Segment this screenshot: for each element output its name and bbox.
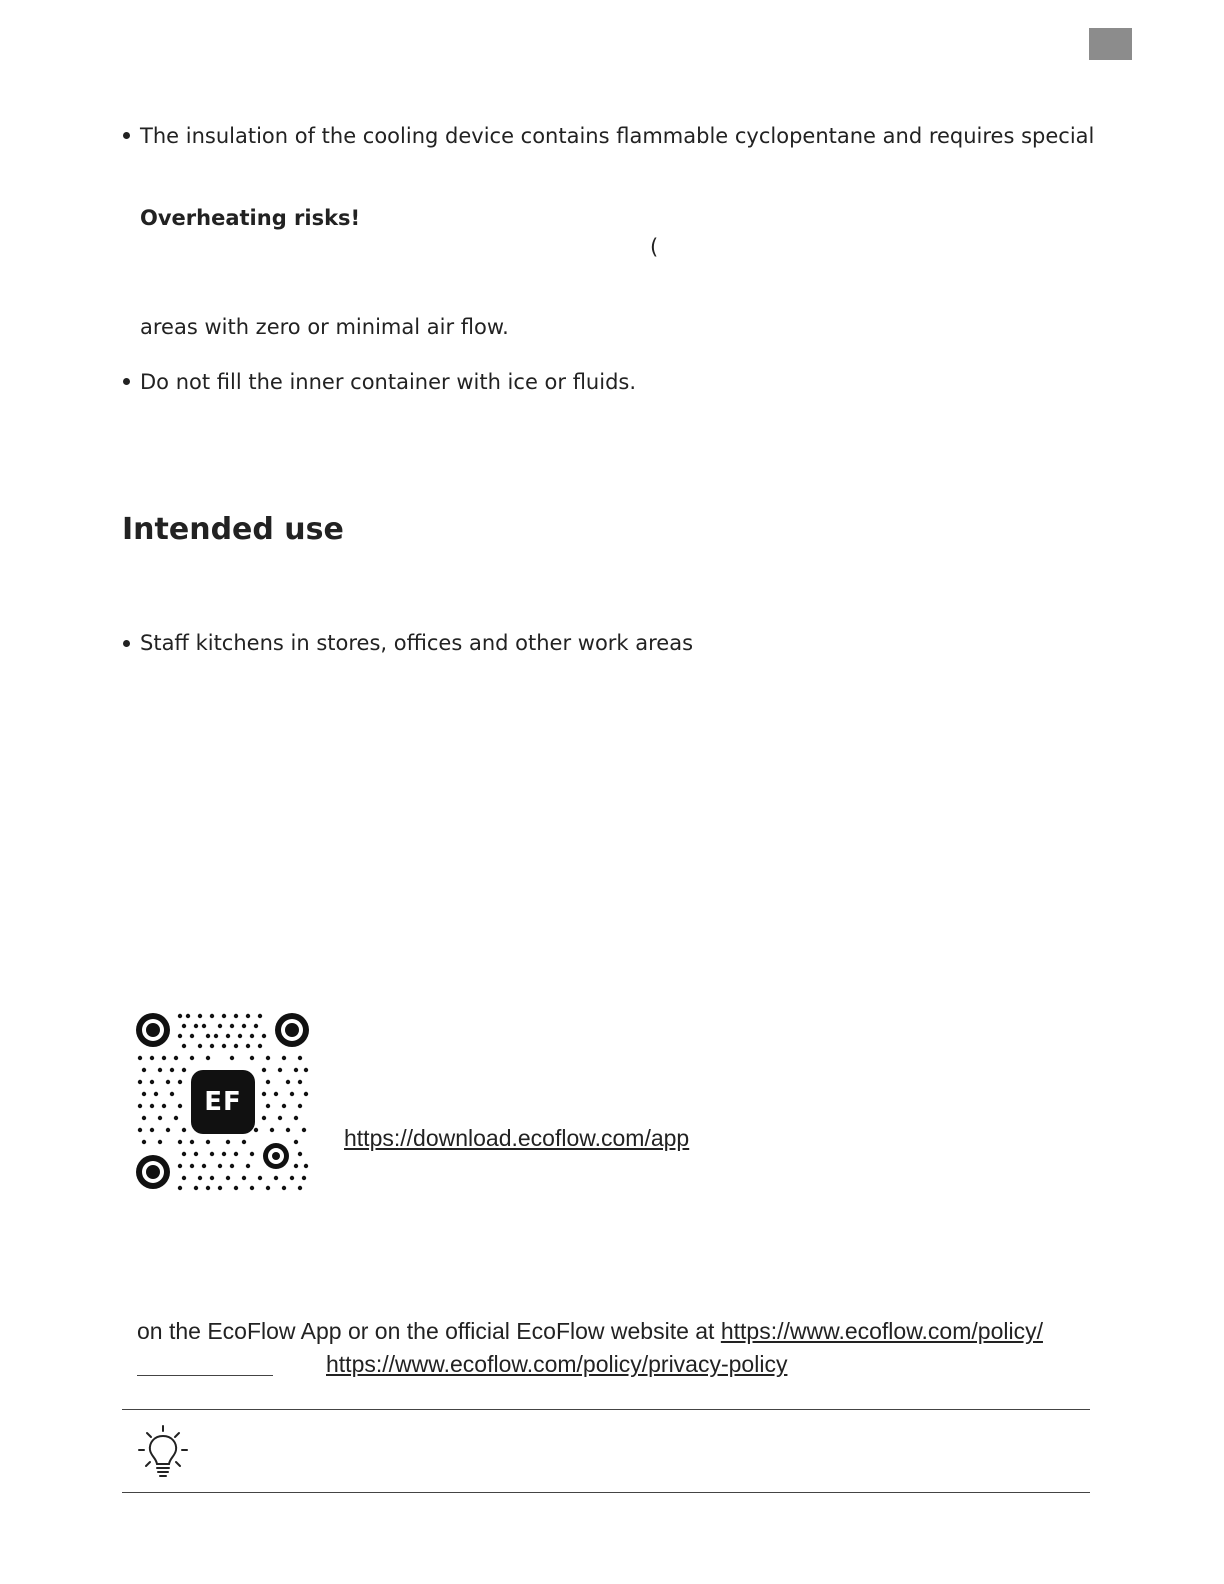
- page-marker: [1089, 28, 1132, 60]
- policy-line-1: [137, 1318, 1043, 1345]
- qr-code[interactable]: [134, 1010, 312, 1192]
- policy-link[interactable]: https://www.ecoflow.com/policy/: [720, 1318, 1043, 1344]
- bullet: [123, 132, 130, 139]
- section-heading: Intended use: [122, 512, 344, 547]
- tip-bottom-rule: [122, 1492, 1090, 1493]
- privacy-policy-link[interactable]: https://www.ecoflow.com/policy/privacy-policy: [326, 1351, 788, 1377]
- policy-text: on the EcoFlow App or on the official EcoFlow website at: [137, 1318, 721, 1344]
- list-item: Do not fill the inner container with ice or fluids.: [140, 370, 637, 394]
- warning-paren: (: [650, 235, 659, 259]
- tip-top-rule: [122, 1409, 1090, 1410]
- bullet: [123, 378, 130, 385]
- list-item: Staff kitchens in stores, offices and other work areas: [140, 631, 694, 655]
- warning-text: areas with zero or minimal air flow.: [140, 315, 509, 339]
- qr-logo: EF: [204, 1087, 242, 1117]
- warning-title: Overheating risks!: [140, 206, 361, 230]
- list-item: The insulation of the cooling device contains flammable cyclopentane and requires special: [140, 124, 1095, 148]
- link-underline: [137, 1375, 273, 1376]
- app-download-link[interactable]: https://download.ecoflow.com/app: [344, 1125, 690, 1151]
- lightbulb-icon: [138, 1424, 188, 1478]
- bullet: [123, 640, 130, 647]
